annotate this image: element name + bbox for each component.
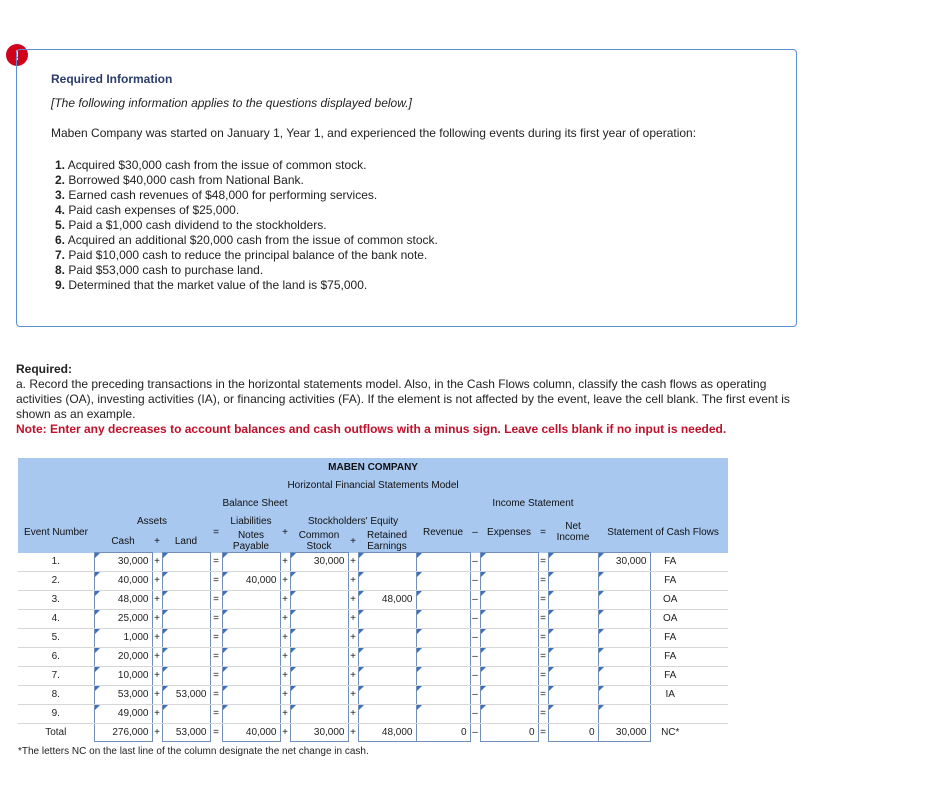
equals-sign: = [210,628,222,647]
plus-sign: + [348,609,358,628]
income-statement-header: Income Statement [492,497,574,509]
event-number: 6. [55,233,66,247]
plus-sign: + [280,628,290,647]
plus-sign: + [152,647,162,666]
cash-flows-header: Statement of Cash Flows [607,526,719,538]
retained-earnings-input[interactable] [358,628,416,647]
spacer [690,609,728,628]
equals-sign: = [210,666,222,685]
table-row [18,685,728,704]
equals-sign: = [210,685,222,704]
revenue-header: Revenue [422,526,464,538]
event-number: 1. [55,158,66,172]
event-text: Paid cash expenses of $25,000. [68,203,240,217]
event-text: Determined that the market value of the land is $75,000. [68,278,368,292]
cash-flow-class-input[interactable]: FA [650,553,690,572]
minus-sign: – [470,685,480,704]
cash-flow-class-input[interactable]: FA [650,666,690,685]
cash-input[interactable]: 25,000 [94,609,152,628]
common-stock-input[interactable] [290,685,348,704]
total-row [18,723,728,742]
plus-sign: + [280,553,290,572]
net-income-input[interactable] [548,628,598,647]
spacer [690,666,728,685]
retained-earnings-input[interactable] [358,685,416,704]
minus-sign: – [470,704,480,723]
info-subtitle: [The following information applies to the questions displayed below.] [51,96,412,110]
cash-flow-class-input[interactable]: OA [650,609,690,628]
expenses-input[interactable] [480,628,538,647]
cash-input[interactable]: 40,000 [94,571,152,590]
equals-sign: = [213,526,219,538]
minus-sign: – [472,727,478,738]
event-number-cell: 3. [18,590,94,609]
cash-flow-class-input[interactable]: IA [650,685,690,704]
land-input[interactable] [162,666,210,685]
land-input[interactable] [162,590,210,609]
plus-sign: + [152,685,162,704]
spacer [690,571,728,590]
plus-sign: + [348,590,358,609]
common-stock-input[interactable] [290,609,348,628]
equals-sign: = [538,647,548,666]
plus-sign: + [348,685,358,704]
retained-earnings-input[interactable]: 48,000 [358,590,416,609]
revenue-input[interactable] [416,628,470,647]
common-stock-header: Common Stock [298,530,340,552]
info-title: Required Information [51,72,173,86]
event-number-cell: 7. [18,666,94,685]
event-number-cell: 9. [18,704,94,723]
revenue-input[interactable] [416,609,470,628]
cash-flow-input[interactable] [598,590,650,609]
minus-sign: – [472,526,478,538]
notes-payable-input[interactable] [222,553,280,572]
plus-sign: + [152,628,162,647]
plus-sign: + [350,535,356,547]
plus-sign: + [152,666,162,685]
cash-flow-class-input[interactable] [650,704,690,723]
total-land: 53,000 [162,723,210,742]
table-row [18,609,728,628]
notes-payable-input[interactable] [222,609,280,628]
info-intro: Maben Company was started on January 1, Year 1, and experienced the following events during its first year of operation: [51,126,697,140]
equals-sign: = [538,628,548,647]
total-common-stock: 30,000 [290,723,348,742]
spacer [690,723,728,742]
event-number: 8. [55,263,66,277]
cash-flow-class-input[interactable]: FA [650,571,690,590]
event-number: 9. [55,278,66,292]
minus-sign: – [470,571,480,590]
event-number: 3. [55,188,66,202]
plus-sign: + [280,666,290,685]
model-title: Horizontal Financial Statements Model [287,479,459,491]
equals-sign: = [540,727,546,738]
event-text: Paid a $1,000 cash dividend to the stockholders. [68,218,327,232]
common-stock-input[interactable] [290,571,348,590]
total-net-income: 0 [548,723,598,742]
notes-payable-input[interactable] [222,647,280,666]
land-input[interactable] [162,553,210,572]
land-header: Land [174,535,198,547]
equals-sign: = [210,571,222,590]
retained-earnings-input[interactable] [358,609,416,628]
revenue-input[interactable] [416,590,470,609]
retained-earnings-input[interactable] [358,553,416,572]
net-income-input[interactable] [548,571,598,590]
table-row [18,571,728,590]
equals-sign: = [210,553,222,572]
net-income-input[interactable] [548,666,598,685]
cash-flow-class-input[interactable]: OA [650,590,690,609]
land-input[interactable] [162,571,210,590]
revenue-input[interactable] [416,685,470,704]
required-information-box [16,49,797,327]
spacer [690,590,728,609]
cash-input[interactable]: 20,000 [94,647,152,666]
total-cash-flow: 30,000 [598,723,650,742]
total-label: Total [45,727,67,738]
minus-sign: – [470,647,480,666]
cash-input[interactable]: 1,000 [94,628,152,647]
common-stock-input[interactable] [290,647,348,666]
plus-sign: + [154,727,160,738]
retained-earnings-header: Retained Earnings [366,530,408,552]
plus-sign: + [282,526,288,538]
event-text: Acquired $30,000 cash from the issue of common stock. [67,158,367,172]
horizontal-model-table-wrap [18,458,718,760]
assets-header: Assets [136,515,167,527]
notes-payable-input[interactable] [222,590,280,609]
minus-sign: – [470,628,480,647]
net-income-input[interactable] [548,704,598,723]
common-stock-input[interactable] [290,590,348,609]
equals-sign: = [540,526,546,538]
net-income-input[interactable] [548,609,598,628]
total-expenses: 0 [480,723,538,742]
event-number: 2. [55,173,66,187]
event-number-cell: 8. [18,685,94,704]
company-name: MABEN COMPANY [328,461,418,473]
cash-input[interactable]: 53,000 [94,685,152,704]
minus-sign: – [470,590,480,609]
plus-sign: + [348,647,358,666]
event-text: Borrowed $40,000 cash from National Bank. [68,173,304,187]
retained-earnings-input[interactable] [358,571,416,590]
required-section [16,362,806,437]
footnote: *The letters NC on the last line of the column designate the net change in cash. [18,745,369,757]
event-number-cell: 2. [18,571,94,590]
plus-sign: + [152,704,162,723]
event-number-cell: 1. [18,553,94,572]
event-number: 4. [55,203,66,217]
revenue-input[interactable] [416,666,470,685]
event-item [55,173,438,188]
event-item [55,218,438,233]
equals-sign: = [210,704,222,723]
cash-flow-input[interactable] [598,666,650,685]
cash-header: Cash [111,535,135,547]
event-number-cell: 4. [18,609,94,628]
equals-sign: = [538,590,548,609]
cash-flow-class-input[interactable]: FA [650,647,690,666]
event-number-header: Event Number [24,526,88,538]
notes-payable-input[interactable] [222,685,280,704]
total-notes-payable: 40,000 [222,723,280,742]
plus-sign: + [152,553,162,572]
event-text: Paid $53,000 cash to purchase land. [68,263,264,277]
event-text: Acquired an additional $20,000 cash from the issue of common stock. [67,233,438,247]
table-row [18,553,728,572]
cash-input[interactable]: 49,000 [94,704,152,723]
table-row [18,628,728,647]
cash-flow-class-input[interactable]: FA [650,628,690,647]
revenue-input[interactable] [416,647,470,666]
plus-sign: + [280,704,290,723]
cash-input[interactable]: 30,000 [94,553,152,572]
required-text: a. Record the preceding transactions in the horizontal statements model. Also, in the Cash Flows column, classify the cash flows as operating activities (OA), investing activities (IA), or financing activities (FA). If the element is not affected by the event, leave the cell blank. The first event is shown as an example. [16,377,790,421]
plus-sign: + [348,704,358,723]
minus-sign: – [470,553,480,572]
event-number: 7. [55,248,66,262]
cash-input[interactable]: 10,000 [94,666,152,685]
minus-sign: – [470,609,480,628]
notes-payable-input[interactable] [222,628,280,647]
cash-flow-input[interactable] [598,647,650,666]
land-input[interactable] [162,704,210,723]
revenue-input[interactable] [416,704,470,723]
net-income-input[interactable] [548,553,598,572]
expenses-input[interactable] [480,704,538,723]
net-income-header: Net Income [556,521,590,543]
common-stock-input[interactable] [290,704,348,723]
event-item [55,263,438,278]
land-input[interactable] [162,609,210,628]
plus-sign: + [282,727,288,738]
notes-payable-input[interactable]: 40,000 [222,571,280,590]
horizontal-model-table [18,458,728,760]
spacer [690,685,728,704]
plus-sign: + [152,609,162,628]
table-row [18,666,728,685]
plus-sign: + [350,727,356,738]
net-income-input[interactable] [548,685,598,704]
land-input[interactable]: 53,000 [162,685,210,704]
event-list [55,158,438,293]
event-item [55,188,438,203]
equals-sign: = [210,590,222,609]
plus-sign: + [348,666,358,685]
equals-sign: = [210,647,222,666]
land-input[interactable] [162,628,210,647]
equals-sign: = [213,727,219,738]
equals-sign: = [538,571,548,590]
plus-sign: + [348,571,358,590]
expenses-input[interactable] [480,685,538,704]
alert-icon: ! [6,44,28,66]
event-text: Paid $10,000 cash to reduce the principal balance of the bank note. [68,248,428,262]
cash-flow-input[interactable] [598,628,650,647]
event-number: 5. [55,218,66,232]
cash-flow-input[interactable] [598,571,650,590]
event-item [55,278,438,293]
plus-sign: + [280,571,290,590]
plus-sign: + [348,628,358,647]
notes-payable-input[interactable] [222,704,280,723]
total-revenue: 0 [416,723,470,742]
spacer [690,628,728,647]
expenses-input[interactable] [480,553,538,572]
total-cash-flow-class: NC* [661,727,680,738]
expenses-input[interactable] [480,647,538,666]
total-cash: 276,000 [94,723,152,742]
expenses-header: Expenses [487,526,531,538]
spacer [690,704,728,723]
plus-sign: + [152,571,162,590]
retained-earnings-input[interactable] [358,666,416,685]
event-item [55,248,438,263]
equity-header: Stockholders' Equity [307,515,399,527]
common-stock-input[interactable]: 30,000 [290,553,348,572]
cash-flow-input[interactable]: 30,000 [598,553,650,572]
table-row [18,590,728,609]
event-number-cell: 6. [18,647,94,666]
net-income-input[interactable] [548,647,598,666]
cash-flow-input[interactable] [598,685,650,704]
common-stock-input[interactable] [290,666,348,685]
cash-input[interactable]: 48,000 [94,590,152,609]
required-heading: Required: [16,362,73,376]
spacer [690,647,728,666]
liabilities-header: Liabilities [230,515,272,527]
plus-sign: + [280,590,290,609]
revenue-input[interactable] [416,571,470,590]
table-row [18,647,728,666]
event-item [55,233,438,248]
expenses-input[interactable] [480,571,538,590]
required-note: Note: Enter any decreases to account balances and cash outflows with a minus sign. Leave cells blank if no input is needed. [16,422,727,436]
event-item [55,203,438,218]
event-text: Earned cash revenues of $48,000 for performing services. [68,188,378,202]
expenses-input[interactable] [480,666,538,685]
notes-payable-input[interactable] [222,666,280,685]
net-income-input[interactable] [548,590,598,609]
plus-sign: + [280,685,290,704]
equals-sign: = [538,609,548,628]
spacer [690,553,728,572]
common-stock-input[interactable] [290,628,348,647]
notes-payable-header: Notes Payable [232,530,270,552]
cash-flow-input[interactable] [598,609,650,628]
cash-flow-input[interactable] [598,704,650,723]
equals-sign: = [210,609,222,628]
balance-sheet-header: Balance Sheet [222,497,288,509]
event-number-cell: 5. [18,628,94,647]
table-row [18,704,728,723]
plus-sign: + [154,535,160,547]
equals-sign: = [538,685,548,704]
plus-sign: + [152,590,162,609]
retained-earnings-input[interactable] [358,704,416,723]
expenses-input[interactable] [480,609,538,628]
equals-sign: = [538,666,548,685]
plus-sign: + [280,609,290,628]
equals-sign: = [538,704,548,723]
total-retained-earnings: 48,000 [358,723,416,742]
revenue-input[interactable] [416,553,470,572]
land-input[interactable] [162,647,210,666]
plus-sign: + [348,553,358,572]
minus-sign: – [470,666,480,685]
plus-sign: + [280,647,290,666]
event-item [55,158,438,173]
expenses-input[interactable] [480,590,538,609]
equals-sign: = [538,553,548,572]
retained-earnings-input[interactable] [358,647,416,666]
